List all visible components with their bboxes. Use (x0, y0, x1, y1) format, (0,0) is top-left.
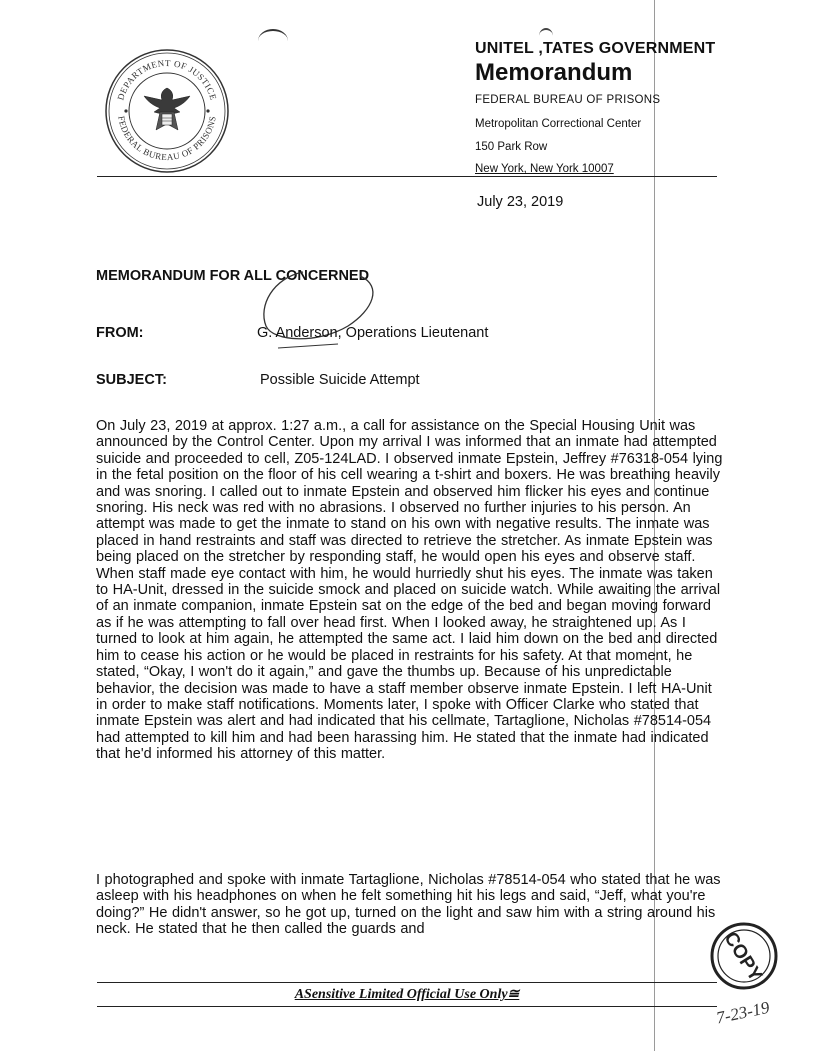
svg-text:FEDERAL BUREAU OF PRISONS: FEDERAL BUREAU OF PRISONS (116, 115, 218, 163)
memo-for-line: MEMORANDUM FOR ALL CONCERNED (96, 268, 370, 284)
agency-name: UNITEL ,TATES GOVERNMENT (475, 40, 716, 57)
street-address: 150 Park Row (475, 141, 548, 153)
subject-value: Possible Suicide Attempt (260, 372, 420, 388)
classification-marking: ASensitive Limited Official Use Only≅ (294, 987, 520, 1002)
handwritten-date: 7-23-19 (714, 997, 772, 1028)
footer-divider-bottom (97, 1006, 717, 1007)
copy-stamp-icon (700, 918, 788, 1036)
subject-label: SUBJECT: (96, 372, 167, 388)
from-label: FROM: (96, 325, 144, 341)
handwritten-initial-mark (248, 266, 388, 356)
facility-name: Metropolitan Correctional Center (475, 118, 642, 130)
letterhead-divider (97, 176, 717, 177)
doj-seal-icon (104, 48, 230, 174)
memo-date: July 23, 2019 (477, 194, 564, 210)
city-address: New York, New York 10007 (475, 163, 614, 175)
bureau-name: FEDERAL BUREAU OF PRISONS (475, 94, 661, 106)
punch-hole-mark (258, 29, 288, 53)
copy-stamp-text: COPY (719, 928, 766, 986)
from-value: G. Anderson, Operations Lieutenant (257, 325, 489, 341)
document-title: Memorandum (475, 59, 633, 86)
svg-text:DEPARTMENT OF JUSTICE: DEPARTMENT OF JUSTICE (115, 57, 219, 102)
body-paragraph-1: On July 23, 2019 at approx. 1:27 a.m., a call for assistance on the Special Housing Unit was announced by the Control Center. Upon my arrival I was informed that an inmate had attempted suicide and proceeded to cell, Z05-124LAD. I observed inmate Epstein, Jeffrey #76318-054 lying in the fetal position on the floor of his cell wearing a t-shirt and boxers. He was breathing heavily and was snoring. I called out to inmate Epstein and observed him flicker his eyes and continue snoring. His neck was red with no abrasions. I observed no further injuries to his person. An attempt was made to get the inmate to stand on his own with negative results. The inmate was placed in hand restraints and staff was directed to retrieve the stretcher. As inmate Epstein was being placed on the stretcher by responding staff, he would open his eyes and observe staff. When staff made eye contact with him, he would hurriedly shut his eyes. The inmate was taken to HA-Unit, dressed in the suicide smock and placed on suicide watch. While awaiting the arrival of an inmate companion, inmate Epstein sat on the edge of the bed and began moving forward as if he was attempting to fall over head first. When I looked away, he straightened up. As I turned to look at him again, he attempted the same act. I laid him down on the bed and directed him to cease his action or he would be placed in restraints for his safety. At that moment, he stated, “Okay, I won't do it again,” and gave the thumbs up. Because of his unpredictable behavior, the decision was made to have a staff member observe inmate Epstein. I left HA-Unit in order to make staff notifications. Moments later, I spoke with Officer Clarke who stated that inmate Epstein was alert and had indicated that his cellmate, Tartaglione, Nicholas #78514-054 had attempted to kill him and had been harassing him. He stated that the inmate had indicated that he'd informed his attorney of this matter. (96, 418, 723, 763)
footer-divider-top (97, 982, 717, 983)
body-paragraph-2: I photographed and spoke with inmate Tartaglione, Nicholas #78514-054 who stated that he was asleep with his headphones on when he felt something hit his legs and said, “Jeff, what you're doing?” He didn't answer, so he got up, turned on the light and saw him with a string around his neck. He stated that he then called the guards and (96, 872, 721, 938)
